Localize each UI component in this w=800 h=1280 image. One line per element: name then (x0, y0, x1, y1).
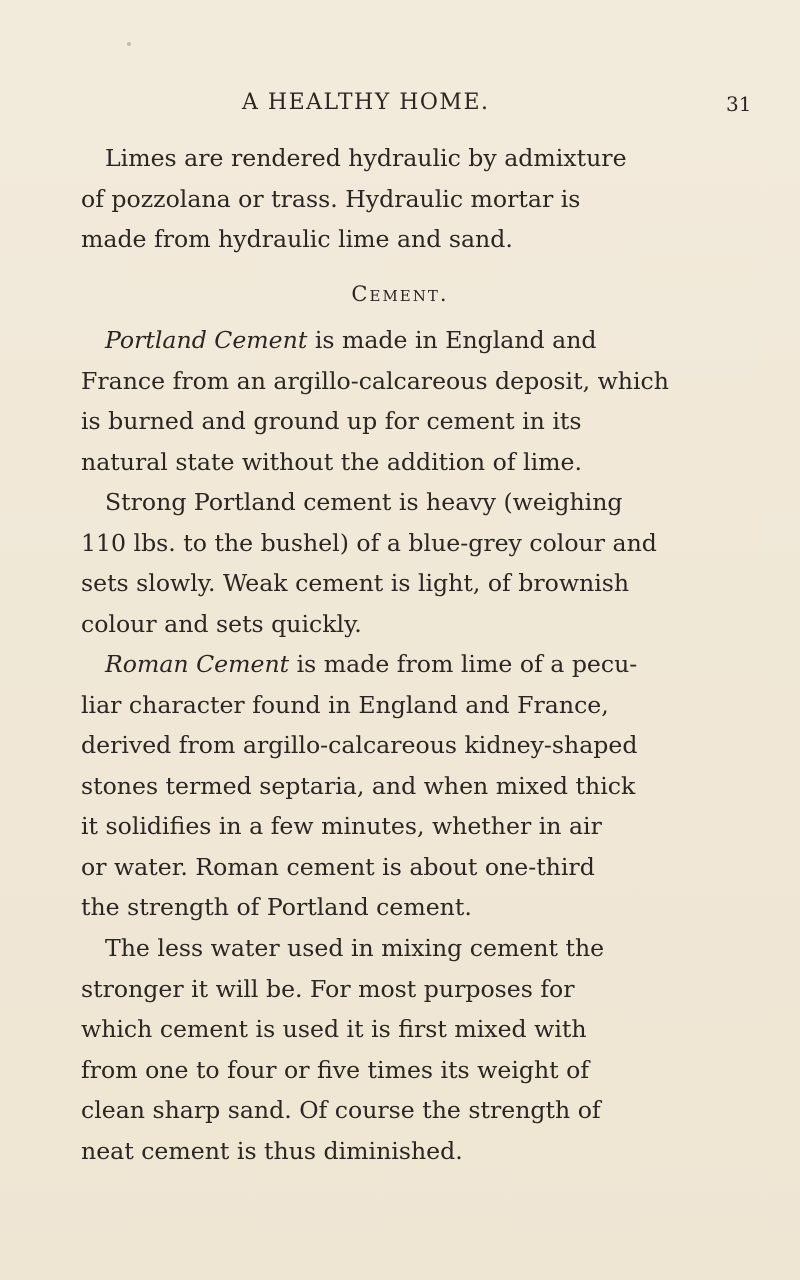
text-line: derived from argillo-calcareous kidney-shaped (81, 731, 638, 759)
text-run: is made from lime of a pecu- (289, 650, 638, 678)
roman-paragraph (81, 644, 721, 928)
page-speck (127, 42, 131, 46)
text-line: from one to four or five times its weight of (81, 1055, 590, 1084)
text-line: of pozzolana or trass. Hydraulic mortar is (81, 184, 581, 213)
text-line: neat cement is thus diminished. (81, 1136, 463, 1165)
text-line: France from an argillo-calcareous deposit, which (81, 366, 669, 395)
water-paragraph (81, 928, 721, 1171)
text-line: stones termed septaria, and when mixed thick (81, 771, 636, 800)
intro-paragraph (81, 138, 721, 260)
text-line (81, 644, 721, 685)
roman-term: Roman Cement (105, 650, 290, 678)
text-line: clean sharp sand. Of course the strength of (81, 1096, 601, 1124)
text-line: made from hydraulic lime and sand. (81, 225, 513, 253)
text-line (81, 320, 721, 361)
text-line: sets slowly. Weak cement is light, of brownish (81, 569, 630, 597)
running-title: A HEALTHY HOME. (242, 90, 490, 115)
text-line: 110 lbs. to the bushel) of a blue-grey colour and (81, 528, 657, 557)
page-number: 31 (726, 92, 752, 116)
text-line: The less water used in mixing cement the (105, 934, 605, 962)
text-run: is made in England and (307, 326, 597, 354)
text-line: which cement is used it is first mixed with (81, 1015, 587, 1043)
section-heading: Cement. (351, 282, 449, 306)
text-line: natural state without the addition of lime. (81, 447, 582, 476)
portland-term: Portland Cement (105, 326, 308, 354)
text-line: or water. Roman cement is about one-third (81, 852, 595, 881)
text-line: Limes are rendered hydraulic by admixture (105, 144, 627, 172)
text-line: is burned and ground up for cement in its (81, 407, 582, 435)
strong-paragraph (81, 482, 721, 644)
text-line: liar character found in England and France, (81, 690, 609, 719)
text-line: stronger it will be. For most purposes for (81, 974, 575, 1003)
text-line: it solidifies in a few minutes, whether in air (81, 812, 602, 840)
text-line: the strength of Portland cement. (81, 893, 472, 921)
text-line: colour and sets quickly. (81, 609, 362, 638)
text-line: Strong Portland cement is heavy (weighing (105, 488, 623, 516)
portland-paragraph (81, 320, 721, 482)
